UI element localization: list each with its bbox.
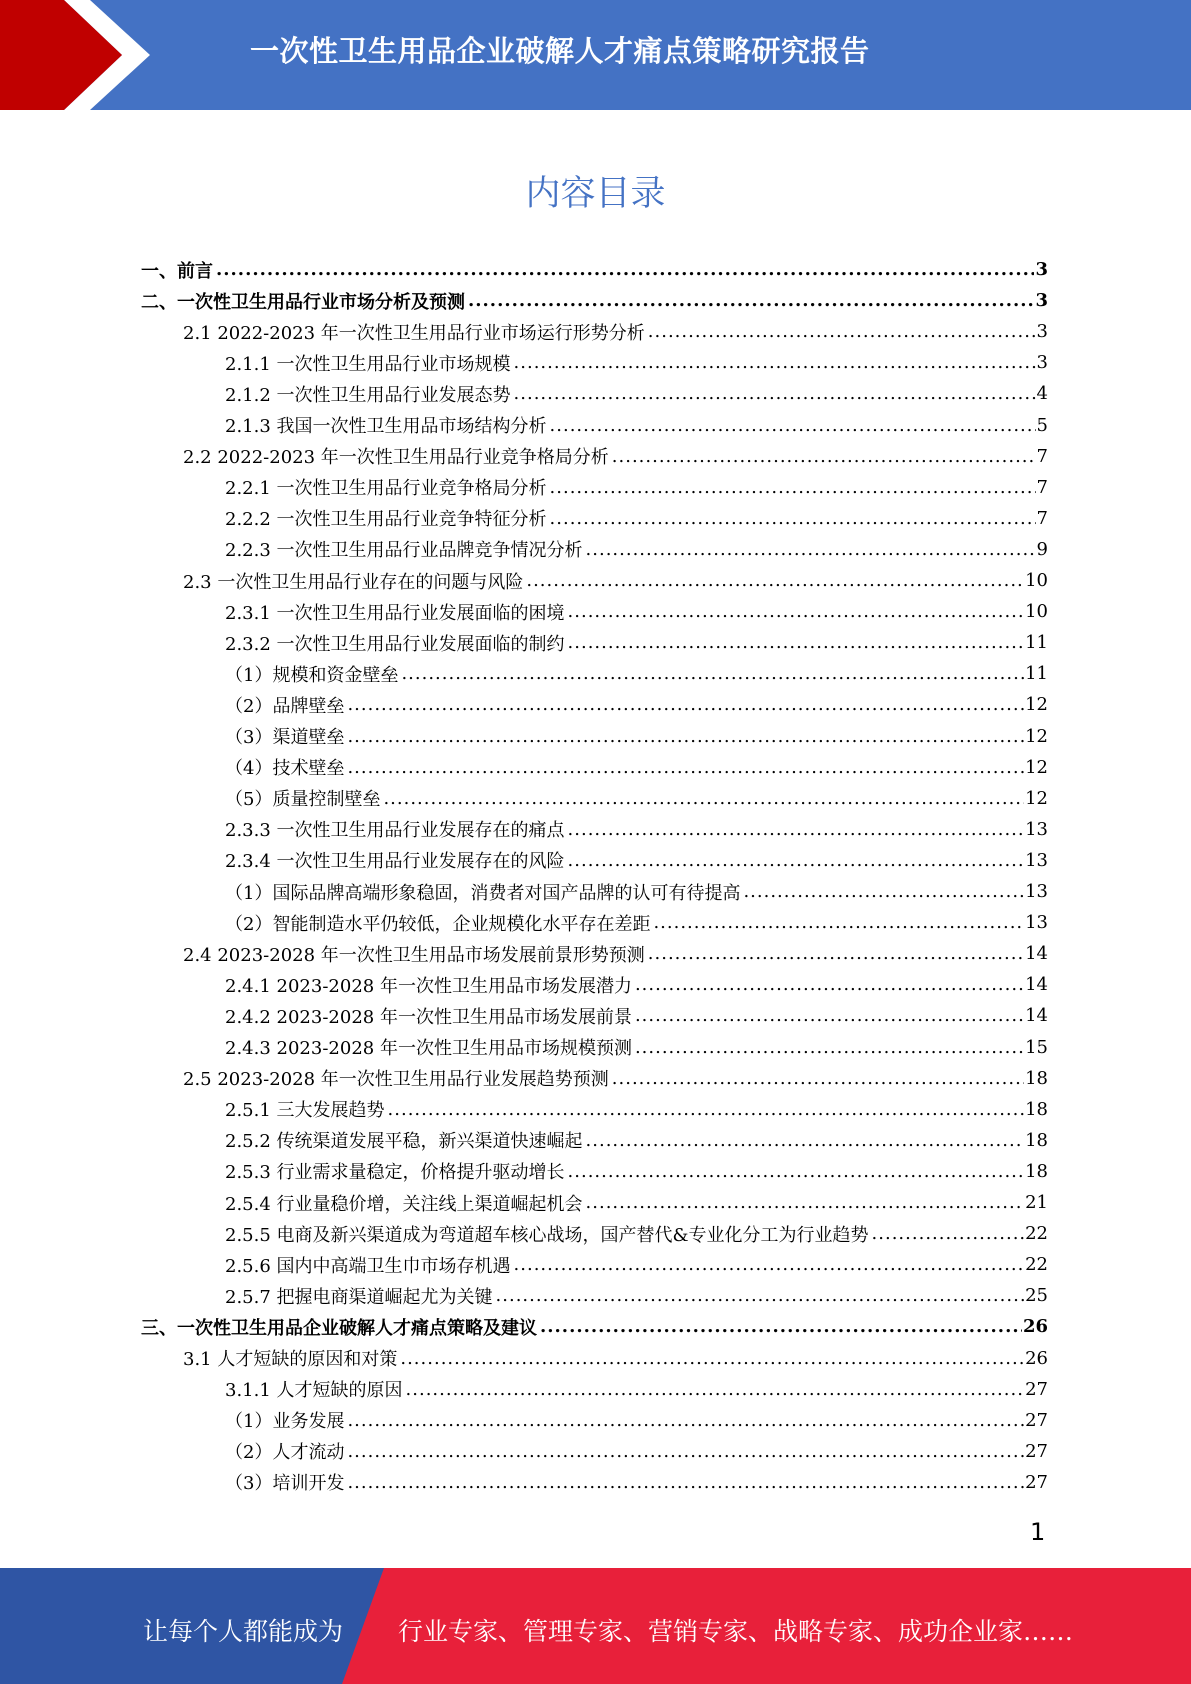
toc-entry[interactable] [225,1000,1048,1031]
toc-entry[interactable] [225,814,1048,845]
toc-entry-page: 27 [1025,1440,1048,1462]
toc-entry[interactable] [225,1187,1048,1218]
toc-entry-page: 10 [1025,570,1048,591]
toc-dot-leader [388,1099,1025,1120]
toc-entry-page: 18 [1025,1067,1048,1089]
toc-dot-leader [400,1348,1024,1369]
toc-entry-page: 26 [1022,1316,1048,1338]
toc-dot-leader [568,632,1025,653]
toc-dot-leader [550,477,1036,498]
toc-entry-page: 26 [1025,1347,1048,1369]
toc-entry-label: 2.4 2023-2028 年一次性卫生用品市场发展前景形势预测 [183,944,645,966]
toc-entry[interactable] [225,1032,1048,1063]
toc-entry-page: 22 [1025,1254,1048,1276]
toc-dot-leader [568,601,1025,622]
toc-dot-leader [514,383,1036,404]
toc-entry-label: （1）业务发展 [225,1411,345,1433]
toc-entry-page: 7 [1036,476,1048,498]
toc-dot-leader [648,321,1036,342]
page-footer [0,1568,1191,1684]
toc-entry-label: （5）质量控制壁垒 [225,789,381,811]
toc-entry-label: 2.3.3 一次性卫生用品行业发展存在的痛点 [225,820,565,842]
toc-entry[interactable] [225,503,1048,534]
toc-entry-label: （1）规模和资金壁垒 [225,664,399,686]
toc-entry-label: （4）技术壁垒 [225,758,345,780]
toc-entry-label: 2.4.2 2023-2028 年一次性卫生用品市场发展前景 [225,1006,632,1028]
toc-dot-leader [347,726,1024,747]
toc-entry-page: 14 [1025,974,1048,996]
toc-entry-label: 2.5.6 国内中高端卫生巾市场存机遇 [225,1255,511,1277]
toc-entry-label: 2.3.1 一次性卫生用品行业发展面临的困境 [225,602,565,624]
toc-entry[interactable] [225,689,1048,720]
toc-entry-label: 2.3.4 一次性卫生用品行业发展存在的风险 [225,851,565,873]
toc-entry[interactable] [225,1218,1048,1249]
toc-entry-page: 12 [1025,694,1048,716]
toc-entry-label: 2.2 2022-2023 年一次性卫生用品行业竞争格局分析 [183,447,609,469]
toc-entry-page: 18 [1025,1160,1048,1182]
toc-entry[interactable] [183,938,1048,969]
toc-entry-label: 2.2.1 一次性卫生用品行业竞争格局分析 [225,478,547,500]
toc-entry-page: 3 [1035,290,1048,312]
toc-dot-leader [872,1223,1025,1244]
toc-dot-leader [568,819,1025,840]
toc-dot-leader [612,446,1036,467]
toc-entry-page: 13 [1025,849,1048,871]
toc-entry-page: 27 [1025,1471,1048,1493]
toc-entry-label: 2.2.2 一次性卫生用品行业竞争特征分析 [225,509,547,531]
toc-entry-page: 7 [1036,445,1048,467]
toc-entry-page: 10 [1025,601,1048,623]
toc-entry[interactable] [183,316,1048,347]
toc-entry[interactable] [225,596,1048,627]
toc-entry-label: 2.5.2 传统渠道发展平稳，新兴渠道快速崛起 [225,1131,583,1153]
toc-entry-page: 12 [1025,787,1048,809]
toc-dot-leader [383,788,1024,809]
toc-entry[interactable] [225,347,1048,378]
footer-slogan-right: 行业专家、管理专家、营销专家、战略专家、成功企业家…… [398,1617,1074,1646]
toc-entry-page: 11 [1025,663,1048,685]
toc-entry-page: 27 [1025,1409,1048,1431]
toc-entry[interactable] [225,1436,1048,1467]
toc-entry-page: 27 [1025,1378,1048,1400]
toc-dot-leader [406,1379,1025,1400]
toc-entry[interactable] [183,1343,1048,1374]
toc-title: 内容目录 [525,174,666,214]
toc-entry-label: 2.4.3 2023-2028 年一次性卫生用品市场规模预测 [225,1038,632,1059]
toc-dot-leader [216,259,1034,280]
toc-entry-page: 13 [1025,818,1048,840]
toc-entry-label: （2）智能制造水平仍较低，企业规模化水平存在差距 [225,913,651,935]
toc-entry-label: 2.5.7 把握电商渠道崛起尤为关键 [225,1286,493,1308]
toc-entry[interactable] [225,1405,1048,1436]
toc-entry[interactable] [225,907,1048,938]
toc-entry-label: 2.5 2023-2028 年一次性卫生用品行业发展趋势预测 [183,1069,609,1091]
page-number: 1 [1030,1518,1046,1546]
toc-entry-label: 3.1.1 人才短缺的原因 [225,1380,403,1402]
toc-dot-leader [568,1161,1025,1182]
toc-entry[interactable] [225,1280,1048,1311]
toc-entry-label: 2.4.1 2023-2028 年一次性卫生用品市场发展潜力 [225,975,632,997]
toc-entry[interactable] [225,410,1048,441]
toc-entry[interactable] [225,783,1048,814]
toc-entry[interactable] [225,378,1048,409]
toc-entry[interactable] [141,285,1048,316]
toc-entry[interactable] [225,845,1048,876]
toc-entry-page: 21 [1025,1192,1048,1213]
toc-entry[interactable] [141,254,1048,285]
toc-entry-label: 2.2.3 一次性卫生用品行业品牌竞争情况分析 [225,540,583,562]
toc-entry-label: 一、前言 [141,260,213,282]
toc-entry[interactable] [225,658,1048,689]
toc-dot-leader [743,881,1024,902]
toc-dot-leader [514,1254,1025,1275]
toc-entry-label: 2.5.5 电商及新兴渠道成为弯道超车核心战场，国产替代&专业化分工为行业趋势 [225,1224,869,1246]
toc-dot-leader [347,694,1024,715]
toc-entry-label: 2.5.3 行业需求量稳定，价格提升驱动增长 [225,1162,565,1184]
toc-entry-page: 3 [1036,321,1048,343]
footer-slogan-left: 让每个人都能成为 [143,1617,344,1646]
toc-entry-page: 14 [1025,1005,1048,1027]
toc-dot-leader [568,850,1025,871]
toc-entry[interactable] [225,752,1048,783]
toc-dot-leader [586,1192,1025,1213]
toc-entry[interactable] [225,1125,1048,1156]
toc-entry-page: 12 [1025,725,1048,747]
toc-dot-leader [347,1410,1024,1431]
toc-entry[interactable] [225,627,1048,658]
toc-dot-leader [468,290,1034,311]
toc-entry-page: 3 [1035,259,1048,280]
toc-dot-leader [612,1068,1024,1089]
toc-entry-page: 7 [1036,507,1048,529]
toc-entry-page: 25 [1025,1285,1048,1307]
toc-entry-page: 18 [1025,1129,1048,1151]
toc-dot-leader [550,508,1036,529]
toc-entry-page: 13 [1025,912,1048,934]
toc-entry-label: （3）培训开发 [225,1473,345,1495]
toc-dot-leader [401,663,1024,684]
toc-entry-page: 4 [1036,383,1048,405]
toc-dot-leader [347,1441,1024,1462]
toc-entry[interactable] [183,1063,1048,1094]
toc-dot-leader [496,1285,1025,1306]
toc-entry[interactable] [225,721,1048,752]
toc-entry-label: 2.1 2022-2023 年一次性卫生用品行业市场运行形势分析 [183,322,645,344]
toc-entry-page: 11 [1025,632,1048,654]
document-title: 一次性卫生用品企业破解人才痛点策略研究报告 [250,34,870,68]
toc-entry-page: 9 [1036,538,1048,560]
toc-entry-label: 2.1.2 一次性卫生用品行业发展态势 [225,384,511,406]
toc-dot-leader [586,1130,1025,1151]
toc-dot-leader [635,1005,1024,1026]
toc-entry-label: 2.5.4 行业量稳价增，关注线上渠道崛起机会 [225,1193,583,1215]
toc-entry-label: 2.5.1 三大发展趋势 [225,1100,385,1122]
toc-entry-label: 二、一次性卫生用品行业市场分析及预测 [141,291,465,313]
toc-entry-label: 三、一次性卫生用品企业破解人才痛点策略及建议 [141,1317,537,1339]
toc-dot-leader [347,1472,1024,1493]
toc-dot-leader [540,1316,1022,1337]
toc-entry[interactable] [225,876,1048,907]
toc-dot-leader [635,974,1024,995]
toc-entry[interactable] [225,1249,1048,1280]
toc-entry-label: 2.1.3 我国一次性卫生用品市场结构分析 [225,416,547,437]
toc-dot-leader [514,352,1036,373]
toc-entry[interactable] [183,441,1048,472]
toc-entry-page: 14 [1025,943,1048,965]
toc-entry[interactable] [225,534,1048,565]
toc-entry-page: 3 [1036,352,1048,374]
toc-entry-page: 15 [1025,1036,1048,1058]
toc-dot-leader [653,912,1024,933]
toc-entry[interactable] [141,1311,1048,1342]
toc-dot-leader [526,570,1024,591]
toc-entry[interactable] [225,969,1048,1000]
toc-entry-label: （2）品牌壁垒 [225,695,345,717]
toc-entry[interactable] [225,1374,1048,1405]
toc-dot-leader [648,943,1024,964]
toc-entry-label: 2.3 一次性卫生用品行业存在的问题与风险 [183,571,524,593]
toc-entry-page: 5 [1036,414,1048,436]
toc-entry-label: （1）国际品牌高端形象稳固，消费者对国产品牌的认可有待提高 [225,882,741,904]
toc-entry-page: 18 [1025,1098,1048,1120]
toc-entry-page: 13 [1025,881,1048,902]
page-header [0,0,1191,110]
toc-entry[interactable] [225,472,1048,503]
toc-entry-label: 2.1.1 一次性卫生用品行业市场规模 [225,353,511,375]
toc-entry-label: 3.1 人才短缺的原因和对策 [183,1349,398,1370]
toc-dot-leader [635,1037,1024,1058]
toc-entry-label: （3）渠道壁垒 [225,727,345,748]
toc-entry-page: 22 [1025,1223,1048,1245]
toc-entry-page: 12 [1025,756,1048,778]
toc-entry-label: （2）人才流动 [225,1442,345,1464]
toc-entry[interactable] [225,1467,1048,1498]
toc-entry[interactable] [183,565,1048,596]
toc-dot-leader [586,539,1036,560]
toc-dot-leader [550,415,1036,436]
toc-entry[interactable] [225,1156,1048,1187]
toc-entry[interactable] [225,1094,1048,1125]
toc-dot-leader [347,757,1024,778]
toc-entry-label: 2.3.2 一次性卫生用品行业发展面临的制约 [225,633,565,655]
